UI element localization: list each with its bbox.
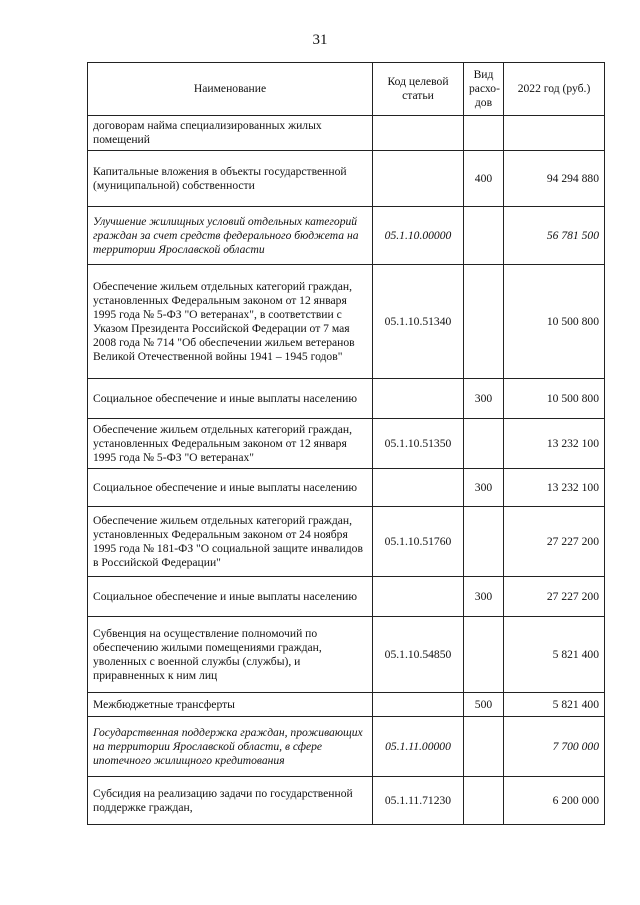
cell-name: Субсидия на реализацию задачи по государственной поддержке граждан,: [88, 777, 373, 825]
cell-type: [464, 116, 504, 151]
cell-code: [373, 577, 464, 617]
table-row: [88, 693, 605, 717]
column-header-amount: 2022 год (руб.): [504, 63, 605, 116]
cell-code: [373, 151, 464, 207]
cell-amount: 27 227 200: [504, 577, 605, 617]
cell-amount: 27 227 200: [504, 507, 605, 577]
cell-amount: 13 232 100: [504, 419, 605, 469]
cell-code: 05.1.10.51340: [373, 265, 464, 379]
table-row: [88, 717, 605, 777]
table-row: [88, 116, 605, 151]
table-row: [88, 265, 605, 379]
cell-name: договорам найма специализированных жилых помещений: [88, 116, 373, 151]
page-number: 31: [312, 32, 328, 48]
cell-name: Улучшение жилищных условий отдельных категорий граждан за счет средств федерального бюджета на территории Ярославской области: [88, 207, 373, 265]
column-header-code: Код целевой статьи: [373, 63, 464, 116]
cell-name: Государственная поддержка граждан, проживающих на территории Ярославской области, в сфере ипотечного жилищного кредитования: [88, 717, 373, 777]
cell-type: [464, 419, 504, 469]
cell-type: [464, 617, 504, 693]
column-header-name: Наименование: [88, 63, 373, 116]
table-row: [88, 777, 605, 825]
cell-amount: 5 821 400: [504, 617, 605, 693]
cell-code: 05.1.11.71230: [373, 777, 464, 825]
table-row: [88, 617, 605, 693]
table-row: [88, 469, 605, 507]
cell-type: [464, 265, 504, 379]
table-header-row: [88, 63, 605, 116]
cell-type: 300: [464, 379, 504, 419]
cell-type: 400: [464, 151, 504, 207]
cell-amount: 13 232 100: [504, 469, 605, 507]
cell-code: [373, 379, 464, 419]
cell-amount: 7 700 000: [504, 717, 605, 777]
cell-amount: 56 781 500: [504, 207, 605, 265]
cell-code: [373, 469, 464, 507]
cell-type: [464, 207, 504, 265]
cell-name: Обеспечение жильем отдельных категорий граждан, установленных Федеральным законом от 12 января 1995 года № 5-ФЗ "О ветеранах": [88, 419, 373, 469]
table-row: [88, 207, 605, 265]
cell-name: Социальное обеспечение и иные выплаты населению: [88, 469, 373, 507]
cell-amount: 10 500 800: [504, 265, 605, 379]
cell-type: 500: [464, 693, 504, 717]
table-row: [88, 379, 605, 419]
cell-code: [373, 116, 464, 151]
cell-type: [464, 777, 504, 825]
cell-amount: 94 294 880: [504, 151, 605, 207]
cell-name: Капитальные вложения в объекты государственной (муниципальной) собственности: [88, 151, 373, 207]
cell-type: [464, 717, 504, 777]
cell-name: Межбюджетные трансферты: [88, 693, 373, 717]
cell-name: Обеспечение жильем отдельных категорий граждан, установленных Федеральным законом от 12 января 1995 года № 5-ФЗ "О ветеранах", в соответствии с Указом Президента Российской Федерации от 7 мая 2008 года № 714 "Об обеспечении жильем ветеранов Великой Отечественной войны 1941 – 1945 годов": [88, 265, 373, 379]
cell-code: 05.1.10.54850: [373, 617, 464, 693]
cell-name: Обеспечение жильем отдельных категорий граждан, установленных Федеральным законом от 24 ноября 1995 года № 181-ФЗ "О социальной защите инвалидов в Российской Федерации": [88, 507, 373, 577]
budget-table: [87, 62, 605, 825]
cell-amount: 10 500 800: [504, 379, 605, 419]
cell-amount: 6 200 000: [504, 777, 605, 825]
column-header-type: Вид расхо-дов: [464, 63, 504, 116]
table-row: [88, 577, 605, 617]
cell-code: 05.1.10.51350: [373, 419, 464, 469]
cell-code: 05.1.11.00000: [373, 717, 464, 777]
cell-name: Социальное обеспечение и иные выплаты населению: [88, 577, 373, 617]
cell-code: 05.1.10.00000: [373, 207, 464, 265]
table-row: [88, 507, 605, 577]
cell-type: [464, 507, 504, 577]
cell-type: 300: [464, 577, 504, 617]
cell-type: 300: [464, 469, 504, 507]
cell-amount: [504, 116, 605, 151]
cell-amount: 5 821 400: [504, 693, 605, 717]
table-body: [88, 116, 605, 825]
cell-code: 05.1.10.51760: [373, 507, 464, 577]
cell-name: Социальное обеспечение и иные выплаты населению: [88, 379, 373, 419]
cell-name: Субвенция на осуществление полномочий по обеспечению жилыми помещениями граждан, уволенных с военной службы (службы), и приравненных к ним лиц: [88, 617, 373, 693]
table-row: [88, 151, 605, 207]
table-row: [88, 419, 605, 469]
cell-code: [373, 693, 464, 717]
